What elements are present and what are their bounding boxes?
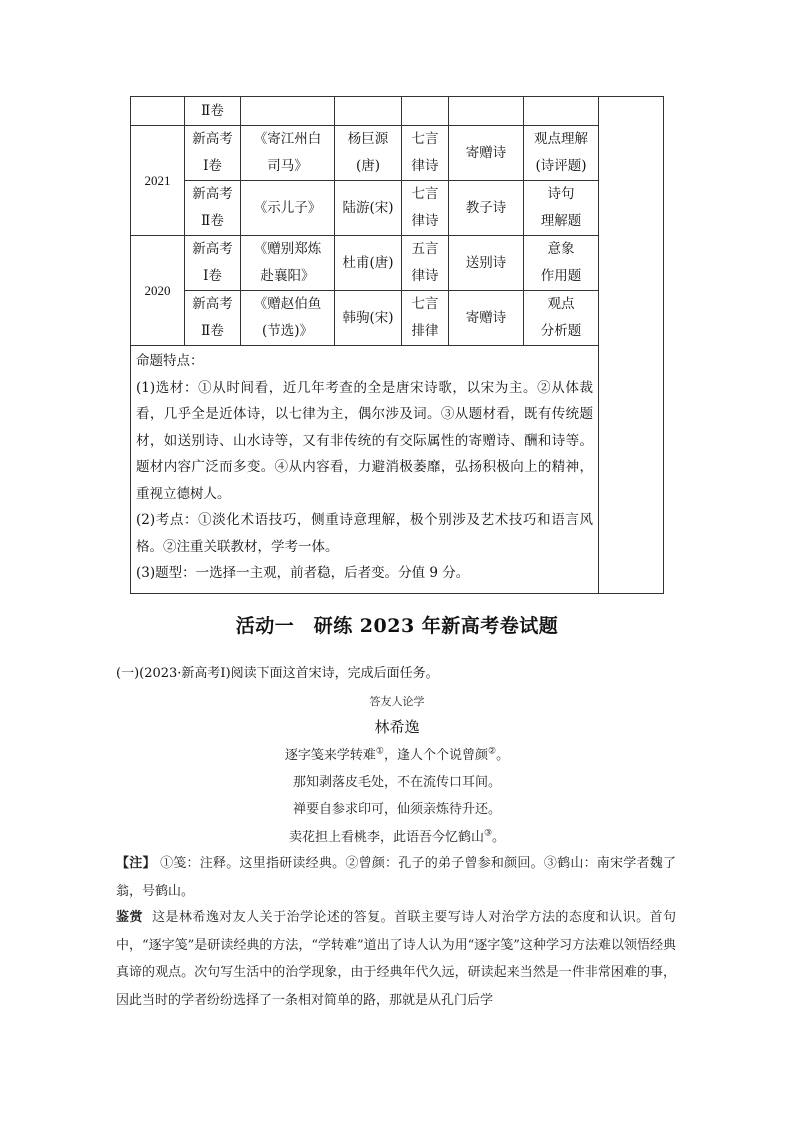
paper-line: 新高考 — [192, 186, 233, 202]
table-row — [131, 181, 664, 236]
qtype-cell — [524, 291, 599, 346]
poem-text: 。 — [496, 748, 510, 763]
paper-line: 新高考 — [192, 296, 233, 312]
qtype-line: 诗句 — [547, 186, 575, 202]
empty-cell — [524, 97, 599, 126]
form-line: 五言 — [411, 241, 439, 257]
theme-label: 送别诗 — [465, 255, 507, 271]
author-cell — [335, 236, 402, 291]
paper-cell — [185, 291, 241, 346]
poem-line — [0, 826, 794, 845]
task-instruction: (一)(2023·新高考Ⅰ)阅读下面这首宋诗，完成后面任务。 — [116, 666, 439, 681]
title-cell — [241, 126, 335, 181]
qtype-line: 观点理解 — [534, 131, 588, 147]
form-line: 七言 — [411, 186, 439, 202]
form-cell — [402, 291, 449, 346]
form-line: 律诗 — [411, 158, 439, 174]
poem-line — [0, 771, 794, 790]
footnote-marker: ② — [488, 746, 497, 757]
poem-title: 答友人论学 — [369, 695, 425, 708]
feature-item: (1)选材：①从时间看，近几年考查的全是唐宋诗歌，以宋为主。②从体裁看，几乎全是近体诗，以七律为主，偶尔涉及词。③从题材看，既有传统题材，如送别诗、山水诗等，又有非传统的有交际属性的寄赠诗、酬和诗等。题材内容广泛而多变。④从内容看，力避消极萎靡，弘扬积极向上的精神，重视立德树人。 — [136, 379, 593, 502]
qtype-cell — [524, 126, 599, 181]
qtype-line: (诗评题) — [535, 158, 587, 174]
author-line: 杨巨源 — [347, 131, 389, 147]
form-cell — [402, 126, 449, 181]
empty-cell — [241, 97, 335, 126]
appraisal-text: 这是林希逸对友人关于治学论述的答复。首联主要写诗人对治学方法的态度和认识。首句中，“逐字笺”是研读经典的方法，“学转难”道出了诗人认为用“逐字笺”这种学习方法难以领悟经典真谛的观点。次句写生活中的治学现象，由于经典年代久远，研读起来当然是一件非常困难的事，因此当时的学者纷纷选择了一条相对简单的路，那就是从孔门后学 — [116, 910, 676, 1008]
title-cell — [241, 291, 335, 346]
theme-label: 寄赠诗 — [465, 310, 507, 326]
feature-item: (3)题型：一选择一主观，前者稳，后者变。分值 9 分。 — [136, 565, 470, 581]
form-cell — [402, 236, 449, 291]
author-cell — [335, 181, 402, 236]
year-label: 2021 — [144, 172, 171, 188]
title-line: 《赠赵伯鱼 — [253, 296, 322, 312]
qtype-line: 分析题 — [540, 323, 582, 339]
table-row — [131, 97, 664, 126]
theme-cell — [449, 236, 524, 291]
form-line: 律诗 — [411, 268, 439, 284]
exam-table — [130, 96, 664, 594]
activity-heading: 活动一 研练 2023 年新高考卷试题 — [235, 615, 559, 637]
paper-line: 新高考 — [192, 241, 233, 257]
poem-notes — [116, 850, 676, 905]
poem-text: 卖花担上看桃李，此语吾今忆鹤山 — [288, 830, 484, 845]
poem-text: 那知剥落皮毛处，不在流传口耳间。 — [292, 775, 501, 790]
title-line: 赴襄阳》 — [260, 268, 315, 284]
theme-cell — [449, 181, 524, 236]
poem-author: 林希逸 — [374, 718, 420, 736]
title-cell — [241, 236, 335, 291]
author-line: (唐) — [355, 158, 381, 174]
paper-line: Ⅱ卷 — [201, 213, 224, 229]
paper-line: 新高考 — [192, 131, 233, 147]
qtype-cell — [524, 181, 599, 236]
poem-text: 。 — [492, 830, 506, 845]
form-line: 七言 — [411, 131, 439, 147]
theme-label: 寄赠诗 — [465, 145, 507, 161]
paper-cell — [185, 181, 241, 236]
poem-text: 逐字笺来学转难 — [284, 748, 376, 763]
form-line: 七言 — [411, 296, 439, 312]
paper-cell — [185, 236, 241, 291]
title-line: 司马》 — [267, 158, 308, 174]
title-line: (节选)》 — [261, 323, 314, 339]
author-line: 韩驹(宋) — [342, 310, 394, 326]
table-row — [131, 236, 664, 291]
paper-line: Ⅱ卷 — [201, 323, 224, 339]
title-line: 《寄江州白 — [253, 131, 322, 147]
paper-cell — [185, 126, 241, 181]
table-row — [131, 291, 664, 346]
table-row — [131, 346, 664, 594]
author-cell — [335, 126, 402, 181]
poem-text: ，逢人个个说曾颜 — [383, 748, 488, 763]
qtype-line: 观点 — [547, 296, 575, 312]
title-line: 《示儿子》 — [253, 200, 322, 216]
paper-line: Ⅰ卷 — [203, 268, 222, 284]
form-line: 排律 — [411, 323, 439, 339]
footnote-marker: ① — [375, 746, 384, 757]
poem-text: 禅要自参求印可，仙须亲炼待升还。 — [292, 802, 501, 817]
paper-line: Ⅰ卷 — [203, 158, 222, 174]
qtype-line: 作用题 — [540, 268, 582, 284]
note-text: ①笺：注释。这里指研读经典。②曾颜：孔子的弟子曾参和颜回。③鹤山：南宋学者魏了翁，号鹤山。 — [116, 856, 676, 899]
theme-cell — [449, 126, 524, 181]
paper-cell — [185, 97, 241, 126]
theme-label: 教子诗 — [465, 200, 507, 216]
poem-line — [0, 798, 794, 817]
note-label: 【注】 — [116, 856, 156, 871]
appraisal-paragraph — [116, 904, 676, 1014]
qtype-cell — [524, 236, 599, 291]
feature-item: (2)考点：①淡化术语技巧，侧重诗意理解，极个别涉及艺术技巧和语言风格。②注重关联教材，学考一体。 — [136, 512, 593, 555]
qtype-line: 理解题 — [540, 213, 582, 229]
right-margin-cell — [599, 97, 664, 594]
title-cell — [241, 181, 335, 236]
empty-cell — [402, 97, 449, 126]
theme-cell — [449, 291, 524, 346]
form-line: 律诗 — [411, 213, 439, 229]
qtype-line: 意象 — [547, 241, 575, 257]
author-cell — [335, 291, 402, 346]
footnote-marker: ③ — [483, 828, 493, 839]
appraisal-label: 鉴赏 — [116, 910, 143, 925]
year-label: 2020 — [144, 282, 171, 298]
year-cell — [131, 236, 185, 346]
paper-label: Ⅱ卷 — [201, 103, 224, 119]
year-cell — [131, 126, 185, 236]
empty-cell — [449, 97, 524, 126]
author-line: 陆游(宋) — [342, 200, 394, 216]
empty-cell — [335, 97, 402, 126]
author-line: 杜甫(唐) — [342, 255, 394, 271]
table-row — [131, 126, 664, 181]
features-heading: 命题特点： — [136, 353, 204, 369]
poem-line — [0, 744, 794, 763]
features-cell — [131, 346, 599, 594]
title-line: 《赠别郑炼 — [253, 241, 322, 257]
form-cell — [402, 181, 449, 236]
year-cell — [131, 97, 185, 126]
